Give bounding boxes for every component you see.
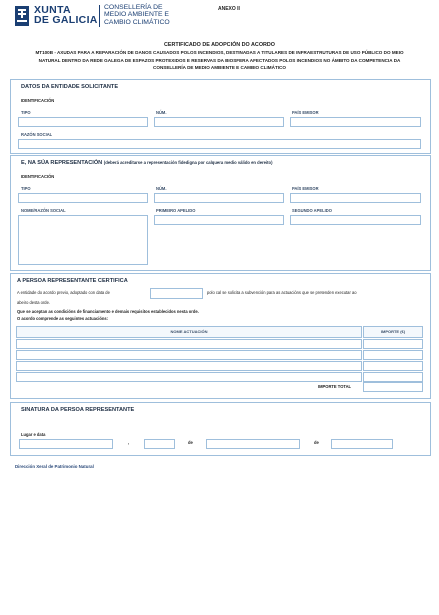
conselleria-name: CONSELLERÍA DE MEDIO AMBIENTE E CAMBIO CLIMÁTICO <box>104 4 170 26</box>
primeiro-apelido-field[interactable] <box>154 215 284 225</box>
table-row-1-importe[interactable] <box>363 339 423 349</box>
agreement-date-field[interactable] <box>150 288 203 299</box>
agreement-text-3: abeiro desta orde. <box>17 300 50 305</box>
table-row-2-importe[interactable] <box>363 350 423 360</box>
footer-department: Dirección Xeral de Patrimonio Natural <box>15 464 94 469</box>
representative-section-title: E, NA SÚA REPRESENTACIÓN (deberá acreditarse a representación fidedigna por calquera medio válido en dereito) <box>21 160 273 166</box>
pais-label: PAÍS EMISOR <box>292 110 319 115</box>
tipo-field[interactable] <box>18 117 148 127</box>
comma-separator: , <box>128 440 130 445</box>
year-field[interactable] <box>331 439 393 449</box>
table-row-3-importe[interactable] <box>363 361 423 371</box>
total-label: IMPORTE TOTAL <box>318 384 352 389</box>
table-row-3-nome[interactable] <box>16 361 362 371</box>
tipo-label-2: TIPO <box>21 186 31 191</box>
place-field[interactable] <box>19 439 113 449</box>
de-separator-1: de <box>188 440 193 445</box>
month-field[interactable] <box>206 439 300 449</box>
place-date-label: Lugar e data <box>21 432 46 437</box>
table-row-4-importe[interactable] <box>363 372 423 382</box>
num-field-2[interactable] <box>154 193 284 203</box>
tipo-field-2[interactable] <box>18 193 148 203</box>
agreement-text-2: polo cal se solicita a subvención para as actuacións que se pretenden executar ao <box>207 290 357 295</box>
table-row-2-nome[interactable] <box>16 350 362 360</box>
de-separator-2: de <box>314 440 319 445</box>
table-row-4-nome[interactable] <box>16 372 362 382</box>
num-label: NÚM. <box>156 110 167 115</box>
certification-section-title: A PERSOA REPRESENTANTE CERTIFICA <box>17 278 128 284</box>
nome-label: NOME/RAZÓN SOCIAL <box>21 208 66 213</box>
nome-field[interactable] <box>18 215 148 265</box>
num-label-2: NÚM. <box>156 186 167 191</box>
xunta-logo-icon <box>15 6 29 26</box>
col-nome-actuacion: NOME ACTUACIÓN <box>170 329 208 334</box>
col-importe: IMPORTE (€) <box>380 329 406 334</box>
pais-label-2: PAÍS EMISOR <box>292 186 319 191</box>
anexo-label: ANEXO II <box>218 6 240 12</box>
primeiro-apelido-label: PRIMEIRO APELIDO <box>156 208 196 213</box>
document-subtitle: MT100B - AXUDAS PARA A REPARACIÓN DE DANOS CAUSADOS POLOS INCENDIOS, DESTINADAS A TITULARES DE INFRAESTRUTURAS DE USO PÚBLICO DO MEIO NATURAL DENTRO DA REDE GALEGA DE ESPAZOS PROTEXIDOS E RESERVAS DA BIOSFERA AFECTADOS POLOS INCENDIOS NO ÁMBITO DA COMPETENCIA DA CONSELLERÍA DE MEDIO AMBIENTE E CAMBIO CLIMÁTICO <box>35 50 404 71</box>
identification-heading: IDENTIFICACIÓN <box>21 98 55 103</box>
razon-social-label: RAZÓN SOCIAL <box>21 132 53 137</box>
actions-intro-text: O acordo comprende as seguintes actuacións: <box>17 316 108 321</box>
segundo-apelido-field[interactable] <box>290 215 421 225</box>
segundo-apelido-label: SEGUNDO APELIDO <box>292 208 332 213</box>
brand-name: XUNTA DE GALICIA <box>34 4 98 26</box>
day-field[interactable] <box>144 439 175 449</box>
entity-section-title: DATOS DA ENTIDADE SOLICITANTE <box>21 84 119 90</box>
identification-heading-2: IDENTIFICACIÓN <box>21 174 55 179</box>
pais-field[interactable] <box>290 117 421 127</box>
representation-note: (deberá acreditarse a representación fidedigna por calquera medio válido en dereito) <box>103 160 273 165</box>
agreement-text-1: A entidade do acordo previo, adoptado con data de <box>17 290 110 295</box>
tipo-label: TIPO <box>21 110 31 115</box>
pais-field-2[interactable] <box>290 193 421 203</box>
signature-section-title: SINATURA DA PERSOA REPRESENTANTE <box>21 407 135 413</box>
num-field[interactable] <box>154 117 284 127</box>
document-title: CERTIFICADO DE ADOPCIÓN DO ACORDO <box>163 42 275 48</box>
table-row-1-nome[interactable] <box>16 339 362 349</box>
conditions-text: Que se aceptan as condicións de financiamento e demais requisitos establecidos nesta orde. <box>17 309 199 314</box>
brand-divider <box>99 5 100 27</box>
total-field[interactable] <box>363 382 423 392</box>
razon-social-field[interactable] <box>18 139 421 149</box>
